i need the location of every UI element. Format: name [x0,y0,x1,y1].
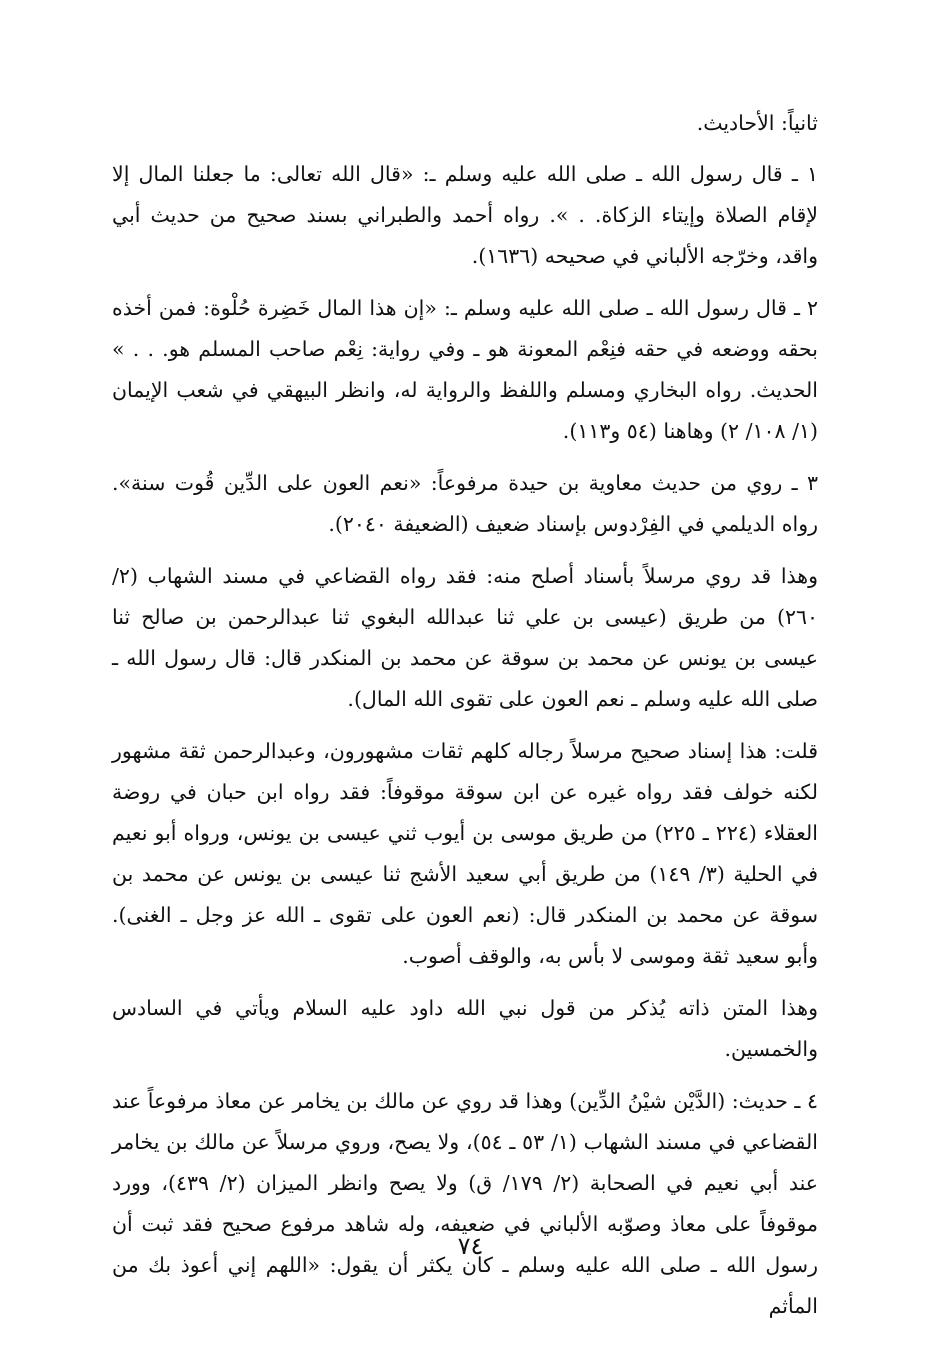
page-body [112,103,818,1338]
paragraph-dawud-note: وهذا المتن ذاته يُذكر من قول نبي الله داود عليه السلام ويأتي في السادس والخمسين. [112,996,818,1061]
paragraph-hadith-3: ٣ ـ روي من حديث معاوية بن حيدة مرفوعاً: «نعم العون على الدِّين قُوت سنة». رواه الديلمي في الفِرْدوس بإسناد ضعيف (الضعيفة ٢٠٤٠). [112,471,818,536]
paragraph-hadith-2: ٢ ـ قال رسول الله ـ صلى الله عليه وسلم ـ: «إن هذا المال خَضِرة حُلْوة: فمن أخذه بحقه ووضعه في حقه فنِعْم المعونة هو ـ وفي رواية: نِعْم صاحب المسلم هو. . . » الحديث. رواه البخاري ومسلم واللفظ والرواية له، وانظر البيهقي في شعب الإيمان (١/ ١٠٨/ ٢) وهاهنا (٥٤ و١١٣). [112,296,818,443]
paragraph-commentary: قلت: هذا إسناد صحيح مرسلاً رجاله كلهم ثقات مشهورون، وعبدالرحمن ثقة مشهور لكنه خولف فقد رواه غيره عن ابن سوقة موقوفاً: فقد رواه ابن حبان في روضة العقلاء (٢٢٤ ـ ٢٢٥) من طريق موسى بن أيوب ثني عيسى بن يونس، ورواه أبو نعيم في الحلية (٣/ ١٤٩) من طريق أبي سعيد الأشج ثنا عيسى بن يونس عن محمد بن سوقة عن محمد بن المنكدر قال: (نعم العون على تقوى ـ الله عز وجل ـ الغنى). وأبو سعيد ثقة وموسى لا بأس به، والوقف أصوب. [112,739,818,968]
section-heading: ثانياً: الأحاديث. [696,111,818,135]
paragraph-mursal-narration: وهذا قد روي مرسلاً بأسناد أصلح منه: فقد رواه القضاعي في مسند الشهاب (٢/ ٢٦٠) من طريق (عيسى بن علي ثنا عبدالله البغوي ثنا عبدالرحمن بن صالح ثنا عيسى بن يونس عن محمد بن سوقة عن محمد بن المنكدر قال: قال رسول الله ـ صلى الله عليه وسلم ـ نعم العون على تقوى الله المال). [112,564,818,711]
paragraph-hadith-4: ٤ ـ حديث: (الدَّيْن شيْنُ الدِّين) وهذا قد روي عن مالك بن يخامر عن معاذ مرفوعاً عند القضاعي في مسند الشهاب (١/ ٥٣ ـ ٥٤)، ولا يصح، وروي مرسلاً عن مالك بن يخامر عند أبي نعيم في الصحابة (٢/ ١٧٩/ ق) ولا يصح وانظر الميزان (٢/ ٤٣٩)، وورد موقوفاً على معاذ وصوّبه الألباني في ضعيفه، وله شاهد مرفوع صحيح فقد ثبت أن رسول الله ـ صلى الله عليه وسلم ـ كان يكثر أن يقول: «اللهم إني أعوذ بك من المأثم [112,1089,819,1318]
paragraph-hadith-1: ١ ـ قال رسول الله ـ صلى الله عليه وسلم ـ: «قال الله تعالى: ما جعلنا المال إلا لإقام الصلاة وإيتاء الزكاة. . ». رواه أحمد والطبراني بسند صحيح من حديث أبي واقد، وخرّجه الألباني في صحيحه (١٦٣٦). [112,162,818,268]
page-number: ٧٤ [457,1232,484,1260]
